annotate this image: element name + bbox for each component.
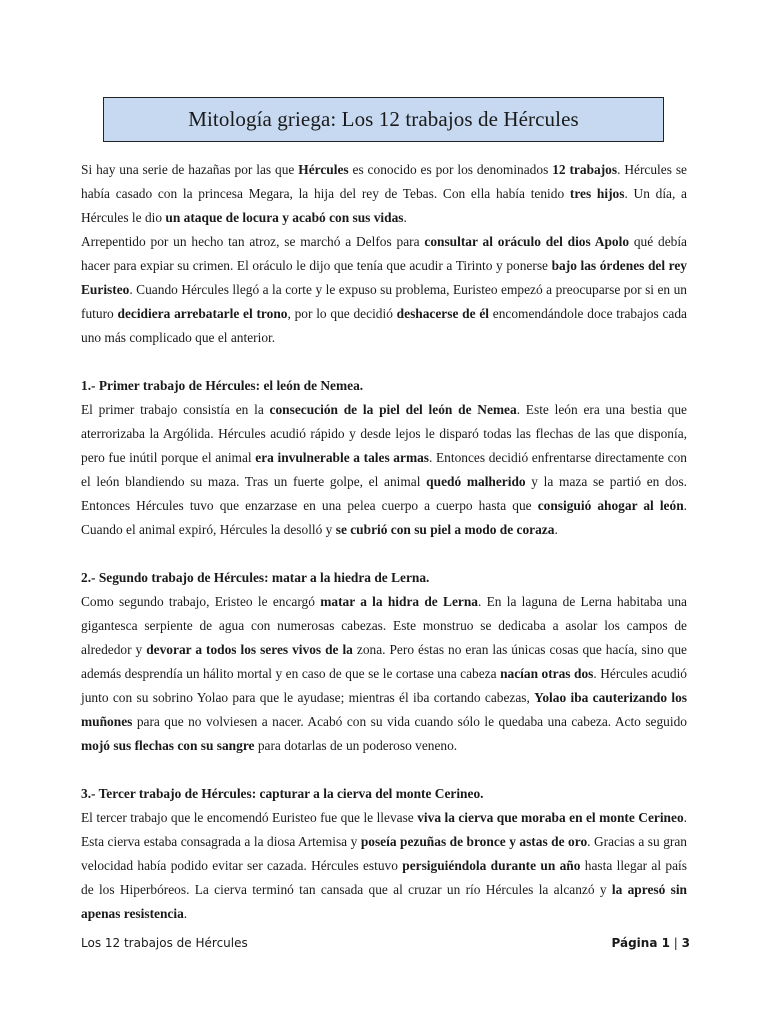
bold-text: deshacerse de él bbox=[396, 306, 489, 321]
bold-text: mojó sus flechas con su sangre bbox=[81, 738, 255, 753]
text-run: qué debía hacer para expiar su crimen. El oráculo le dijo que tenía que acudir a Tirinto y ponerse bbox=[81, 234, 687, 273]
text-run: . Un día, a Hércules le dio bbox=[81, 186, 687, 225]
bold-text: la apresó sin apenas resistencia bbox=[81, 882, 687, 921]
bold-text: Hércules bbox=[298, 162, 349, 177]
text-run: Como segundo trabajo, Eristeo le encargó bbox=[81, 594, 321, 609]
bold-text: poseía pezuñas de bronce y astas de oro bbox=[360, 834, 588, 849]
text-run: . Esta cierva estaba consagrada a la diosa Artemisa y bbox=[81, 810, 687, 849]
bold-text: viva la cierva que moraba en el monte Cerineo bbox=[417, 810, 684, 825]
page-footer bbox=[81, 936, 690, 950]
paragraph bbox=[81, 230, 687, 350]
text-run: . En la laguna de Lerna habitaba una gigantesca serpiente de agua con numerosas cabezas. Este monstruo se dedicaba a asolar los campos de alrededor y bbox=[81, 594, 687, 657]
text-run: hasta llegar al país de los Hiperbóreos. La cierva terminó tan cansada que al cruzar un río Hércules la alcanzó y bbox=[81, 858, 687, 897]
bold-text: un ataque de locura y acabó con sus vidas bbox=[165, 210, 404, 225]
bold-text: era invulnerable a tales armas bbox=[255, 450, 430, 465]
text-run: El primer trabajo consistía en la bbox=[81, 402, 270, 417]
text-run: para que no volviesen a nacer. Acabó con su vida cuando sólo le quedaba una cabeza. Acto seguido bbox=[132, 714, 687, 729]
bold-text: consiguió ahogar al león bbox=[537, 498, 684, 513]
footer-document-name: Los 12 trabajos de Hércules bbox=[81, 936, 248, 950]
text-run: El tercer trabajo que le encomendó Euristeo fue que le llevase bbox=[81, 810, 418, 825]
bold-text: devorar a todos los seres vivos de la bbox=[146, 642, 353, 657]
text-run: . Hércules se había casado con la princesa Megara, la hija del rey de Tebas. Con ella había tenido bbox=[81, 162, 687, 201]
text-run: Arrepentido por un hecho tan atroz, se marchó a Delfos para bbox=[81, 234, 425, 249]
paragraph bbox=[81, 158, 687, 230]
bold-text: 1.- Primer trabajo de Hércules: el león de Nemea. bbox=[81, 378, 364, 393]
bold-text: 12 trabajos bbox=[552, 162, 618, 177]
bold-text: bajo las órdenes del rey Euristeo bbox=[81, 258, 688, 297]
section-heading bbox=[81, 374, 687, 398]
bold-text: tres hijos bbox=[569, 186, 625, 201]
text-run: para dotarlas de un poderoso veneno. bbox=[254, 738, 458, 753]
text-run: . Entonces decidió enfrentarse directamente con el león blandiendo su maza. Tras un fuerte golpe, el animal bbox=[81, 450, 687, 489]
bold-text: consultar al oráculo del dios Apolo bbox=[424, 234, 630, 249]
section-heading bbox=[81, 782, 687, 806]
text-run: Si hay una serie de hazañas por las que bbox=[81, 162, 299, 177]
bold-text: consecución de la piel del león de Nemea bbox=[269, 402, 517, 417]
paragraph bbox=[81, 590, 687, 758]
text-run: es conocido es por los denominados bbox=[348, 162, 553, 177]
section-heading bbox=[81, 566, 687, 590]
bold-text: 3.- Tercer trabajo de Hércules: capturar a la cierva del monte Cerineo. bbox=[81, 786, 484, 801]
text-run: . Cuando el animal expiró, Hércules la desolló y bbox=[81, 498, 687, 537]
bold-text: nacían otras dos bbox=[500, 666, 594, 681]
bold-text: matar a la hidra de Lerna bbox=[320, 594, 478, 609]
text-run: zona. Pero éstas no eran las únicas cosas que hacía, sino que además desprendía un hálito mortal y en caso de que se le cortase una cabeza bbox=[81, 642, 687, 681]
text-run: . Hércules acudió junto con su sobrino Yolao para que le ayudase; mientras él iba cortando cabezas, bbox=[81, 666, 687, 705]
paragraph bbox=[81, 398, 687, 542]
text-run: , por lo que decidió bbox=[287, 306, 397, 321]
text-run: . bbox=[183, 906, 188, 921]
text-run: . Gracias a su gran velocidad había podido evitar ser cazada. Hércules estuvo bbox=[81, 834, 687, 873]
page-separator: | bbox=[669, 936, 682, 950]
bold-text: Yolao iba cauterizando los muñones bbox=[81, 690, 687, 729]
page-total: 3 bbox=[681, 936, 690, 950]
bold-text: decidiera arrebatarle el trono bbox=[117, 306, 288, 321]
text-run: . bbox=[403, 210, 407, 225]
document-title: Mitología griega: Los 12 trabajos de Hércules bbox=[103, 97, 664, 142]
document-body bbox=[81, 158, 687, 926]
text-run: y la maza se partió en dos. Entonces Hércules tuvo que enzarzase en una pelea cuerpo a cuerpo hasta que bbox=[81, 474, 687, 513]
bold-text: 2.- Segundo trabajo de Hércules: matar a la hiedra de Lerna. bbox=[81, 570, 430, 585]
bold-text: se cubrió con su piel a modo de coraza bbox=[335, 522, 555, 537]
page-number bbox=[612, 936, 690, 950]
text-run: . bbox=[554, 522, 558, 537]
paragraph bbox=[81, 806, 687, 926]
bold-text: persiguiéndola durante un año bbox=[402, 858, 581, 873]
text-run: encomendándole doce trabajos cada uno más complicado que el anterior. bbox=[81, 306, 687, 345]
page-label: Página 1 bbox=[611, 936, 670, 950]
text-run: . Este león era una bestia que aterrorizaba la Argólida. Hércules acudió rápido y desde lejos le disparó todas las flechas de las que disponía, pero fue inútil porque el animal bbox=[81, 402, 687, 465]
bold-text: quedó malherido bbox=[426, 474, 526, 489]
text-run: . Cuando Hércules llegó a la corte y le expuso su problema, Euristeo empezó a preocuparse por si en un futuro bbox=[81, 282, 687, 321]
